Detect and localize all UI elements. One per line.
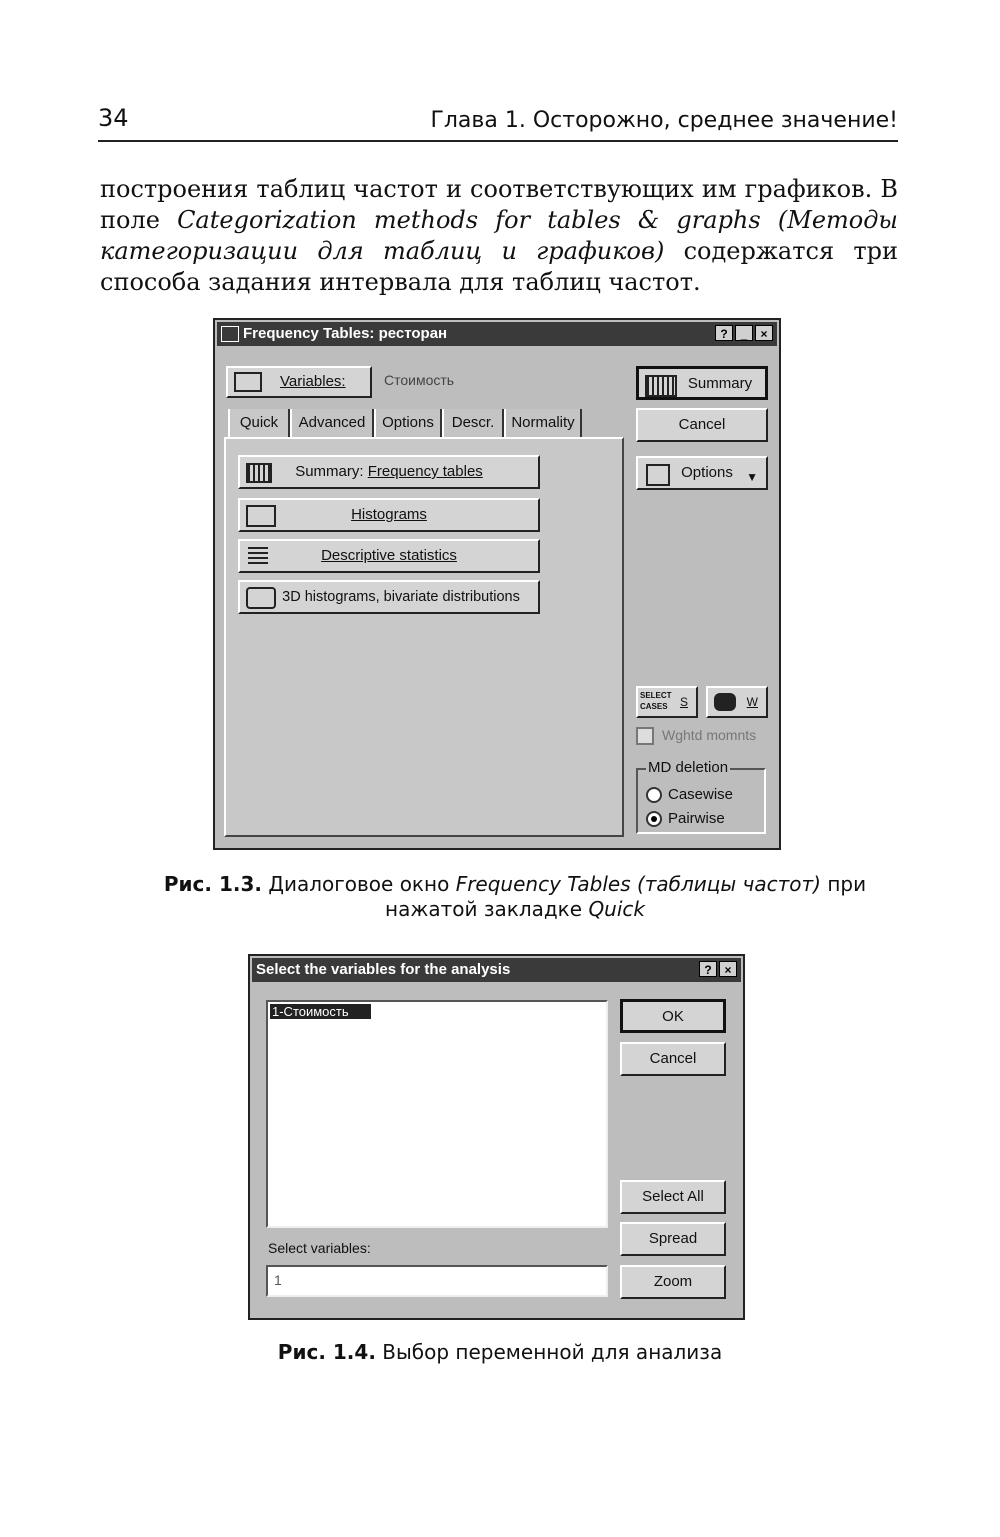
caption-1-3-label: Рис. 1.3. [163,872,262,896]
histogram-icon [246,505,276,527]
summary-button[interactable] [636,366,768,400]
histograms-button[interactable] [238,498,540,532]
weight-shortcut: W [746,695,758,709]
close-button[interactable]: × [755,325,773,341]
summary-frequency-tables-button[interactable] [238,455,540,489]
dialog-title: Frequency Tables: ресторан [243,325,448,342]
tab-quick[interactable]: Quick [228,409,290,437]
options-button-label: Options [681,464,733,481]
select-variables-input[interactable]: 1 [266,1265,608,1297]
help-button-2[interactable]: ? [699,961,717,977]
caption-1-3-italic-2: Quick [588,897,645,921]
casewise-label: Casewise [668,786,734,803]
quick-tab-panel [224,437,624,837]
wghtd-momnts-label: Wghtd momnts [662,727,757,743]
select-variables-titlebar[interactable] [252,958,741,982]
variables-value: Стоимость [384,372,455,388]
wghtd-momnts-checkbox[interactable] [636,727,756,745]
summary-table-icon [246,463,272,483]
close-button-2[interactable]: × [719,961,737,977]
help-button[interactable]: ? [715,325,733,341]
zoom-button[interactable]: Zoom [620,1265,726,1299]
frequency-tables-titlebar[interactable] [217,322,777,346]
histograms-3d-button[interactable] [238,580,540,614]
select-all-button[interactable]: Select All [620,1180,726,1214]
header-rule [98,140,898,142]
caption-1-4-label: Рис. 1.4. [277,1340,376,1364]
summary-label-prefix: Summary: [295,463,368,480]
caption-1-3-italic: Frequency Tables (таблицы частот) [455,872,821,896]
caption-1-3-text-1: Диалоговое окно [268,872,456,896]
variable-list-item[interactable]: 1-Стоимость [270,1004,371,1019]
summary-icon [645,375,677,397]
caption-1-4-text: Выбор переменной для анализа [382,1340,723,1364]
figure-1-3-caption [120,872,910,922]
histograms-label: Histograms [351,506,427,523]
summary-label-rest: Frequency tables [367,463,483,480]
casewise-radio[interactable] [646,786,733,803]
body-paragraph [100,174,898,298]
cancel-button[interactable]: Cancel [636,408,768,442]
descriptive-statistics-button[interactable] [238,539,540,573]
options-icon [646,464,670,486]
caption-1-3-text-2: при нажатой закладке [385,872,867,921]
cancel-button-2[interactable]: Cancel [620,1042,726,1076]
pairwise-radio[interactable] [646,810,725,827]
histograms-3d-label: 3D histograms, bivariate distributions [282,589,520,605]
variables-icon [234,372,262,392]
weight-button[interactable] [706,686,768,718]
minimize-button[interactable]: _ [735,325,753,341]
md-deletion-group [636,759,766,834]
select-cases-button[interactable] [636,686,698,718]
spread-button[interactable]: Spread [620,1222,726,1256]
variables-button[interactable] [226,366,372,398]
tab-options[interactable]: Options [374,409,442,437]
app-icon [221,326,239,342]
page-number: 34 [98,104,129,132]
select-variables-label: Select variables: [268,1240,371,1256]
tab-advanced[interactable]: Advanced [290,409,374,437]
ok-button[interactable]: OK [620,999,726,1033]
select-variables-title: Select the variables for the analysis [256,961,511,978]
variables-button-label: Variables: [280,373,346,390]
variables-list[interactable] [266,1000,608,1228]
casewise-radio-circle [646,787,662,803]
pairwise-label: Pairwise [668,810,725,827]
pairwise-radio-circle [646,811,662,827]
descriptive-label: Descriptive statistics [321,547,457,564]
select-cases-icon: SELECT CASES [640,691,672,711]
chevron-down-icon: ▼ [746,470,758,484]
md-deletion-legend: MD deletion [648,759,729,776]
select-cases-shortcut: S [679,695,688,709]
body-text-italic: Categorization methods for tables & graphs (Методы категоризации для таблиц и графиков) [100,206,898,265]
body-text-1: построения таблиц частот и соответствующих им графиков. В поле [100,175,898,234]
tab-normality[interactable]: Normality [504,409,582,437]
checkbox-box [636,727,654,745]
3d-histogram-icon [246,587,276,609]
tab-descr[interactable]: Descr. [442,409,504,437]
body-text-2: содержатся три способа задания интервала для таблиц частот. [100,237,898,296]
summary-button-label: Summary [687,375,753,392]
grid-icon [248,546,268,564]
figure-1-4-caption [120,1340,880,1365]
weight-icon [714,693,736,711]
options-button[interactable] [636,456,768,490]
running-head: Глава 1. Осторожно, среднее значение! [430,108,898,133]
